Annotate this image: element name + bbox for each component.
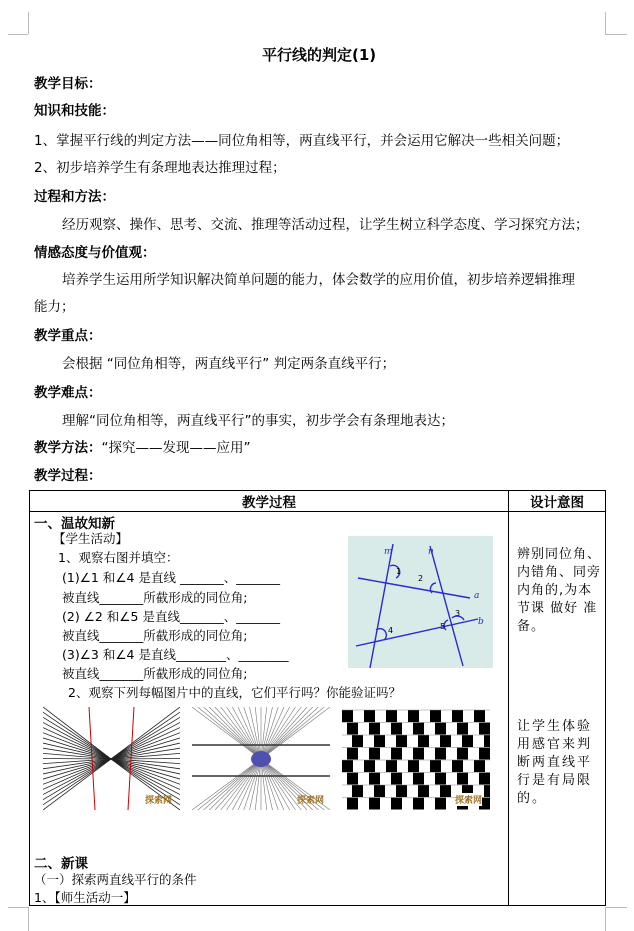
corner-mark — [8, 34, 28, 35]
section-new-lesson: 二、新课 — [34, 856, 88, 872]
text-e2: 能力； — [34, 299, 75, 315]
corner-mark — [605, 34, 627, 35]
watermark-logo: 探索网 — [297, 796, 325, 806]
intent-line: 行是有局限 — [517, 773, 593, 788]
intent-line: 内错角、同旁 — [517, 565, 602, 580]
watermark-logo: 探索网 — [455, 793, 482, 806]
teacher-activity-1: 1、【师生活动一】 — [34, 890, 136, 905]
heading-difficult: 教学难点： — [34, 385, 102, 401]
question-3a: (3)∠3 和∠4 是直线________、________ — [62, 647, 289, 662]
intent-line: 的。 — [517, 791, 548, 806]
text-p1: 经历观察、操作、思考、交流、推理等活动过程，让学生树立科学态度、学习探究方法； — [62, 217, 589, 233]
student-activity: 【学生活动】 — [53, 531, 129, 546]
text-key: 会根据 “同位角相等，两直线平行” 判定两条直线平行； — [62, 356, 396, 372]
intent-line: 用感官来判 — [517, 737, 593, 752]
heading-procedure: 教学过程： — [34, 468, 102, 484]
intent-line: 让学生体验 — [517, 719, 593, 734]
intent-text-1 — [517, 546, 601, 636]
question-2: 2、观察下列每幅图片中的直线，它们平行吗？你能验证吗？ — [68, 685, 401, 700]
method-line — [34, 436, 251, 456]
page-title: 平行线的判定(1) — [262, 46, 377, 64]
heading-emotion: 情感态度与价值观： — [34, 245, 156, 261]
text-e1: 培养学生运用所学知识解决简单问题的能力，体会数学的应用价值，初步培养逻辑推理 — [62, 272, 575, 288]
text-difficult: 理解“同位角相等，两直线平行”的事实，初步学会有条理地表达； — [62, 413, 454, 429]
intent-line: 辨别同位角、 — [517, 547, 602, 562]
intent-line: 断两直线平 — [517, 755, 593, 770]
watermark-logo: 探索网 — [145, 796, 173, 806]
intent-line: 内角的,为本 — [517, 583, 593, 598]
question-2a: (2) ∠2 和∠5 是直线_______、_______ — [62, 609, 280, 624]
label-a: a — [474, 591, 480, 601]
heading-knowledge: 知识和技能： — [34, 103, 115, 119]
text-k2: 2、初步培养学生有条理地表达推理过程； — [34, 160, 286, 176]
angle-5: 5 — [440, 622, 446, 631]
angle-2: 2 — [418, 574, 424, 583]
corner-mark — [28, 12, 29, 34]
heading-method: 教学方法： — [34, 440, 102, 456]
question-1a: (1)∠1 和∠4 是直线 _______、_______ — [62, 570, 280, 585]
corner-mark — [605, 907, 627, 908]
angle-1: 1 — [396, 567, 402, 576]
corner-mark — [605, 907, 606, 931]
angle-4: 4 — [388, 626, 394, 635]
intent-text-2 — [517, 718, 592, 808]
header-process: 教学过程 — [30, 491, 509, 512]
corner-mark — [605, 12, 606, 34]
text-method: “探究——发现——应用” — [101, 440, 251, 456]
question-2b: 被直线_______所截形成的同位角; — [62, 628, 248, 643]
heading-goal: 教学目标： — [34, 76, 102, 92]
parallel-lines-diagram — [348, 536, 493, 668]
question-3b: 被直线_______所截形成的同位角; — [62, 666, 248, 681]
heading-process: 过程和方法： — [34, 189, 115, 205]
corner-mark — [8, 907, 28, 908]
heading-key: 教学重点： — [34, 328, 102, 344]
intent-line: 备。 — [517, 619, 546, 634]
header-intent: 设计意图 — [509, 491, 606, 512]
label-m: m — [384, 547, 393, 557]
question-1b: 被直线_______所截形成的同位角; — [62, 590, 248, 605]
label-b: b — [478, 617, 484, 627]
corner-mark — [28, 907, 29, 931]
label-n: n — [428, 547, 434, 557]
section-review: 一、温故知新 — [34, 516, 115, 532]
text-k1: 1、掌握平行线的判定方法——同位角相等，两直线平行，并会运用它解决一些相关问题； — [34, 133, 570, 149]
question-1: 1、观察右图并填空： — [58, 550, 179, 565]
intent-line: 节课 做好 准 — [517, 601, 598, 616]
angle-3: 3 — [455, 609, 461, 618]
subsection-explore: （一）探索两直线平行的条件 — [34, 872, 197, 887]
